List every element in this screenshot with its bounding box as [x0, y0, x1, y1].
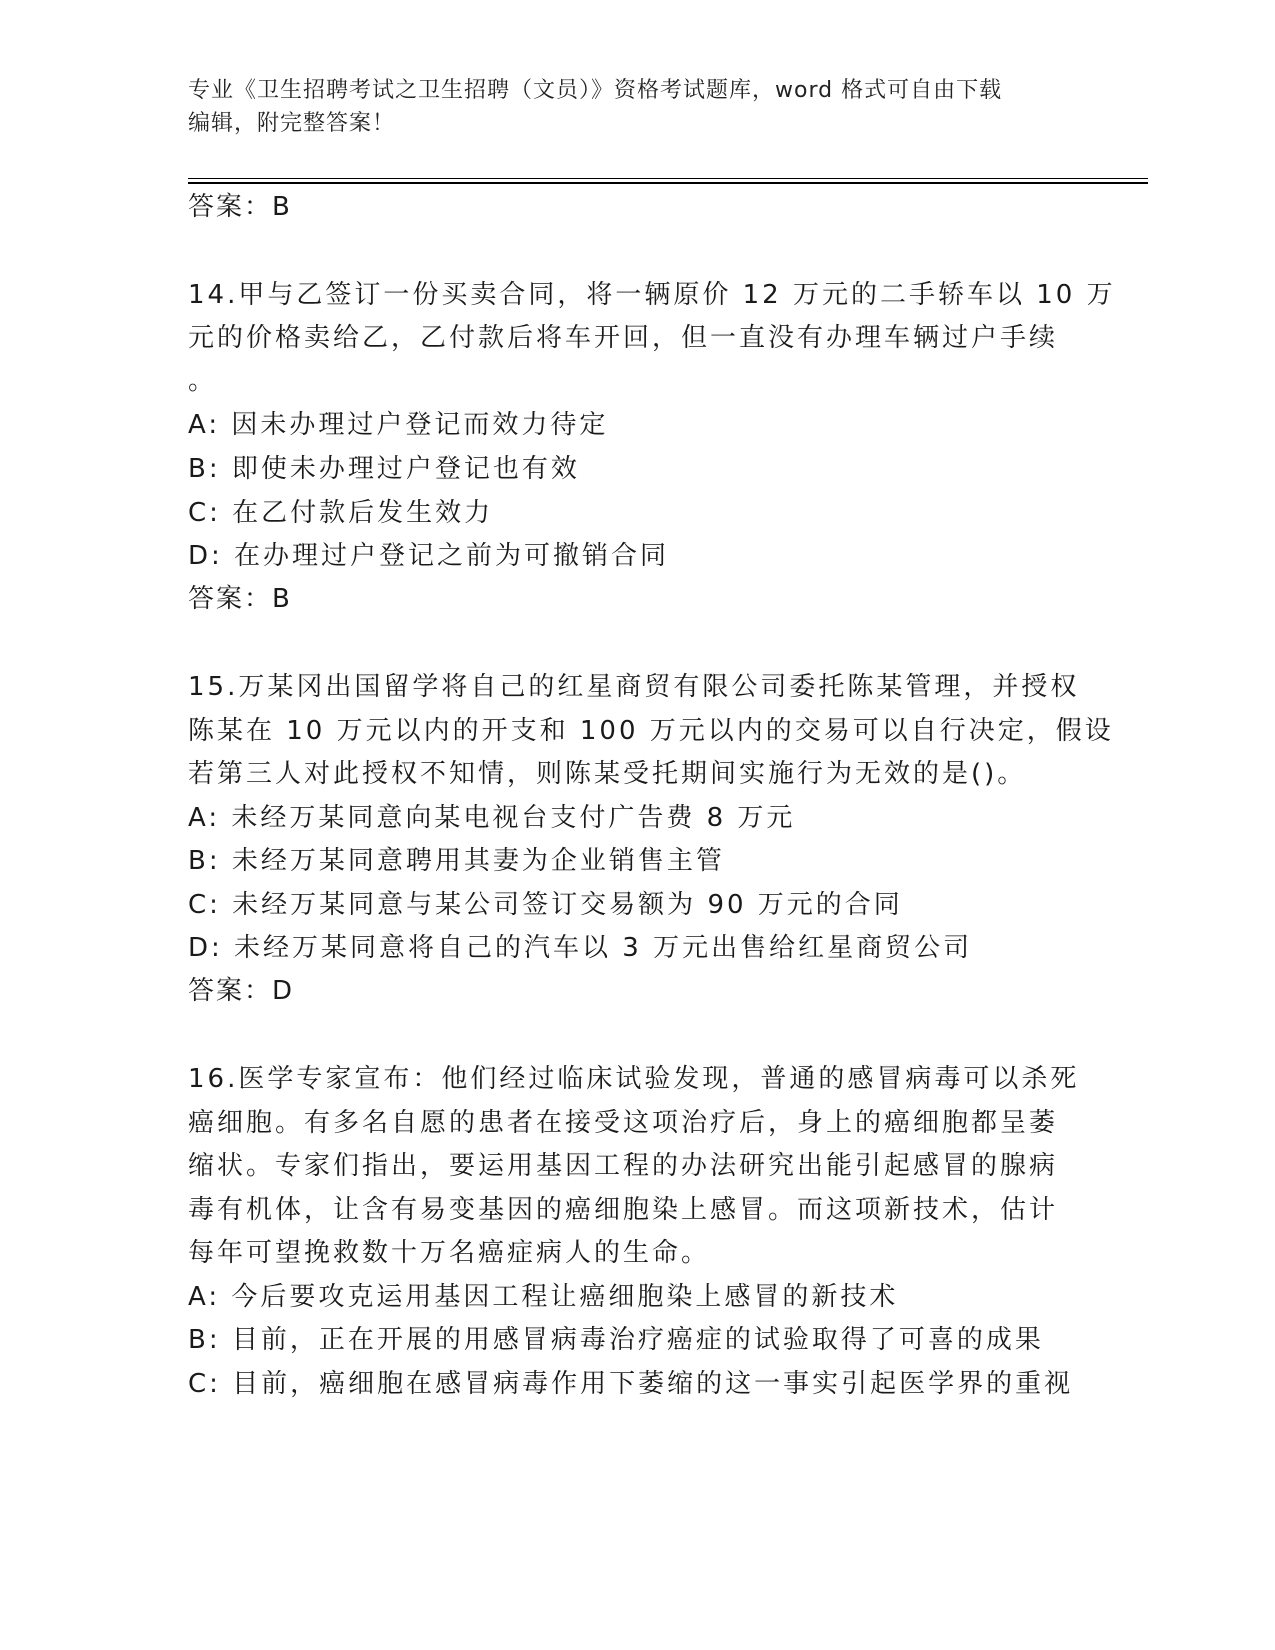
q15-option-a: A: 未经万某同意向某电视台支付广告费 8 万元: [188, 803, 796, 833]
q16-text-line-2: 癌细胞。有多名自愿的患者在接受这项治疗后，身上的癌细胞都呈萎: [188, 1108, 1059, 1138]
q14-option-d: D: 在办理过户登记之前为可撤销合同: [188, 541, 670, 571]
q14-option-c: C: 在乙付款后发生效力: [188, 498, 494, 528]
q15-option-b: B: 未经万某同意聘用其妻为企业销售主管: [188, 846, 725, 876]
q16-option-b: B: 目前，正在开展的用感冒病毒治疗癌症的试验取得了可喜的成果: [188, 1325, 1044, 1355]
header-line-2: 编辑，附完整答案！: [188, 111, 396, 136]
header-rule-thin: [188, 178, 1148, 179]
q15-answer: 答案：D: [188, 976, 295, 1006]
document-header: [188, 74, 1088, 140]
q15-text-line-2: 陈某在 10 万元以内的开支和 100 万元以内的交易可以自行决定，假设: [188, 716, 1114, 746]
q15-option-d: D: 未经万某同意将自己的汽车以 3 万元出售给红星商贸公司: [188, 933, 973, 963]
q14-text-line-2: 元的价格卖给乙，乙付款后将车开回，但一直没有办理车辆过户手续: [188, 323, 1059, 353]
q14-text-line-1: 14.甲与乙签订一份买卖合同，将一辆原价 12 万元的二手轿车以 10 万: [188, 280, 1116, 310]
prev-answer: 答案：B: [188, 192, 292, 222]
q15-text-line-1: 15.万某冈出国留学将自己的红星商贸有限公司委托陈某管理，并授权: [188, 672, 1080, 702]
q14-option-a: A: 因未办理过户登记而效力待定: [188, 410, 609, 440]
q14-text-line-3: 。: [188, 366, 218, 396]
q15-option-c: C: 未经万某同意与某公司签订交易额为 90 万元的合同: [188, 890, 903, 920]
header-line-1: 专业《卫生招聘考试之卫生招聘（文员）》资格考试题库，word 格式可自由下载: [188, 78, 1003, 103]
q14-answer: 答案：B: [188, 584, 292, 614]
q16-text-line-1: 16.医学专家宣布：他们经过临床试验发现，普通的感冒病毒可以杀死: [188, 1064, 1080, 1094]
header-rule-thick: [188, 182, 1148, 184]
q16-option-a: A: 今后要攻克运用基因工程让癌细胞染上感冒的新技术: [188, 1282, 899, 1312]
q16-text-line-4: 毒有机体，让含有易变基因的癌细胞染上感冒。而这项新技术，估计: [188, 1195, 1059, 1225]
q16-text-line-5: 每年可望挽救数十万名癌症病人的生命。: [188, 1238, 711, 1268]
q15-text-line-3: 若第三人对此授权不知情，则陈某受托期间实施行为无效的是()。: [188, 759, 1027, 789]
q16-text-line-3: 缩状。专家们指出，要运用基因工程的办法研究出能引起感冒的腺病: [188, 1151, 1059, 1181]
q14-option-b: B: 即使未办理过户登记也有效: [188, 454, 580, 484]
q16-option-c: C: 目前，癌细胞在感冒病毒作用下萎缩的这一事实引起医学界的重视: [188, 1369, 1074, 1399]
